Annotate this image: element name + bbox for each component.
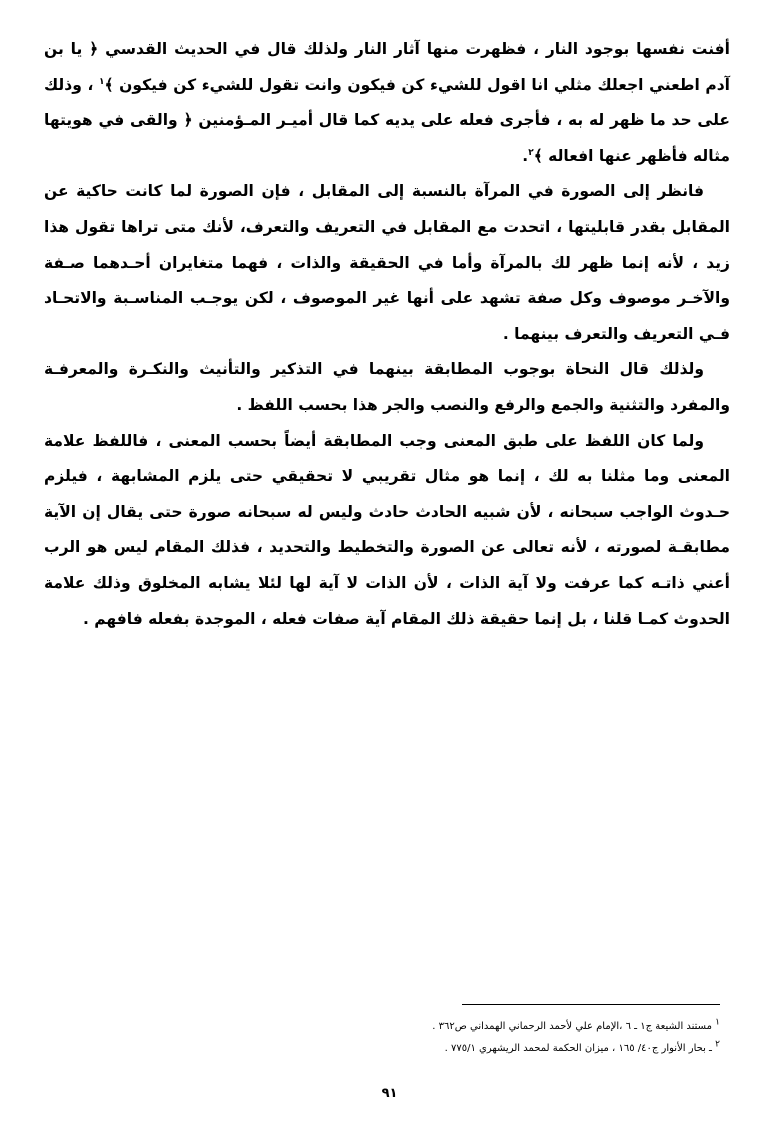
quote-bracket: ﴿ xyxy=(89,40,99,58)
text-run: . xyxy=(522,146,529,165)
paragraph-2 xyxy=(44,174,730,352)
footnote-ref: ١ xyxy=(98,76,105,87)
text-run: ولذلك قال النحاة بوجوب المطابقة بينهما في التذكير والتأنيث والنكـرة والمعرفـة والمفرد والتثنية والجمع والرفع والنصب والجر هذا بحسب اللفظ . xyxy=(44,360,730,414)
footnote-1 xyxy=(300,1016,720,1038)
footnote-divider xyxy=(462,1004,720,1005)
text-run: ولما كان اللفظ على طبق المعنى وجب المطابقة أيضاً بحسب المعنى ، فاللفظ علامة المعنى وما مثلنا به لك ، إنما هو مثال تقريبي لا تحقيقي حتى يلزم المشابهة ، فيلزم حـدوث الواجب سبحانه ، لأن شبيه الحادث حادث وليس له سبحانه صورة حتى يقال إن الآية مطابقـة لصورته ، لأنه تعالى عن الصورة والتخطيط والتحديد ، فذلك المقام ليس هو الرب أعني ذاتـه كما عرفت ولا آية الذات ، لأن الذات لا آية لها لئلا يشابه المخلوق وذلك علامة الحدوث كمـا قلنا ، بل إنما حقيقة ذلك المقام آية صفات فعله ، الموجدة بفعله فافهم . xyxy=(44,431,730,628)
text-run: والقى في هويتها مثاله فأظهر عنها افعاله xyxy=(44,111,730,165)
quote-bracket: ﴾ xyxy=(104,75,114,94)
paragraph-1 xyxy=(44,32,730,174)
body-text xyxy=(44,32,730,637)
footnote-2 xyxy=(300,1038,720,1060)
text-run: يا بن آدم اطعني اجعلك مثلي انا اقول للشيء كن فيكون وانت تقول للشيء كن فيكون xyxy=(44,40,730,94)
footnote-marker: ١ xyxy=(715,1017,720,1028)
footnote-marker: ٢ xyxy=(715,1039,720,1050)
text-run: فانظر إلى الصورة في المرآة بالنسبة إلى المقابل ، فإن الصورة لما كانت حاكية عن المقابل بقدر قابليتها ، اتحدت مع المقابل في التعريف والتعرف، لأنك متى تراها تقول هذا زيد ، لأنه إنما ظهر لك بالمرآة وأما في الحقيقة والذات ، فهما متغايران أحـدهما صـفة والآخـر موصوف وكل صفة تشهد على أنها غير الموصوف ، لكن يوجـب المناسـبة والاتحـاد فـي التعريف والتعرف بينهما . xyxy=(44,182,730,343)
footnote-text: مستند الشيعة ج١ ـ ٦ ،الإمام علي لأحمد الرحماني الهمداني ص٣٦٢ . xyxy=(432,1021,716,1032)
paragraph-3 xyxy=(44,352,730,423)
footnote-ref: ٢ xyxy=(528,147,534,158)
quote-bracket: ﴾ xyxy=(533,146,543,165)
page-number: ٩١ xyxy=(381,1086,398,1101)
text-run: أفنت نفسها بوجود النار ، فظهرت منها آثار النار ولذلك قال في الحديث القدسي xyxy=(98,40,730,58)
footnotes xyxy=(300,1016,720,1060)
paragraph-4 xyxy=(44,424,730,638)
footnote-text: ـ بحار الأنوار ج٤٠/ ١٦٥ ، ميزان الحكمة لمحمد الريشهري ٧٧٥/١ . xyxy=(444,1043,716,1054)
quote-bracket: ﴿ xyxy=(183,111,193,130)
text-run: ، وذلك على حد ما ظهر له به ، فأجرى فعله على يديه كما قال أميـر المـؤمنين xyxy=(44,75,730,130)
